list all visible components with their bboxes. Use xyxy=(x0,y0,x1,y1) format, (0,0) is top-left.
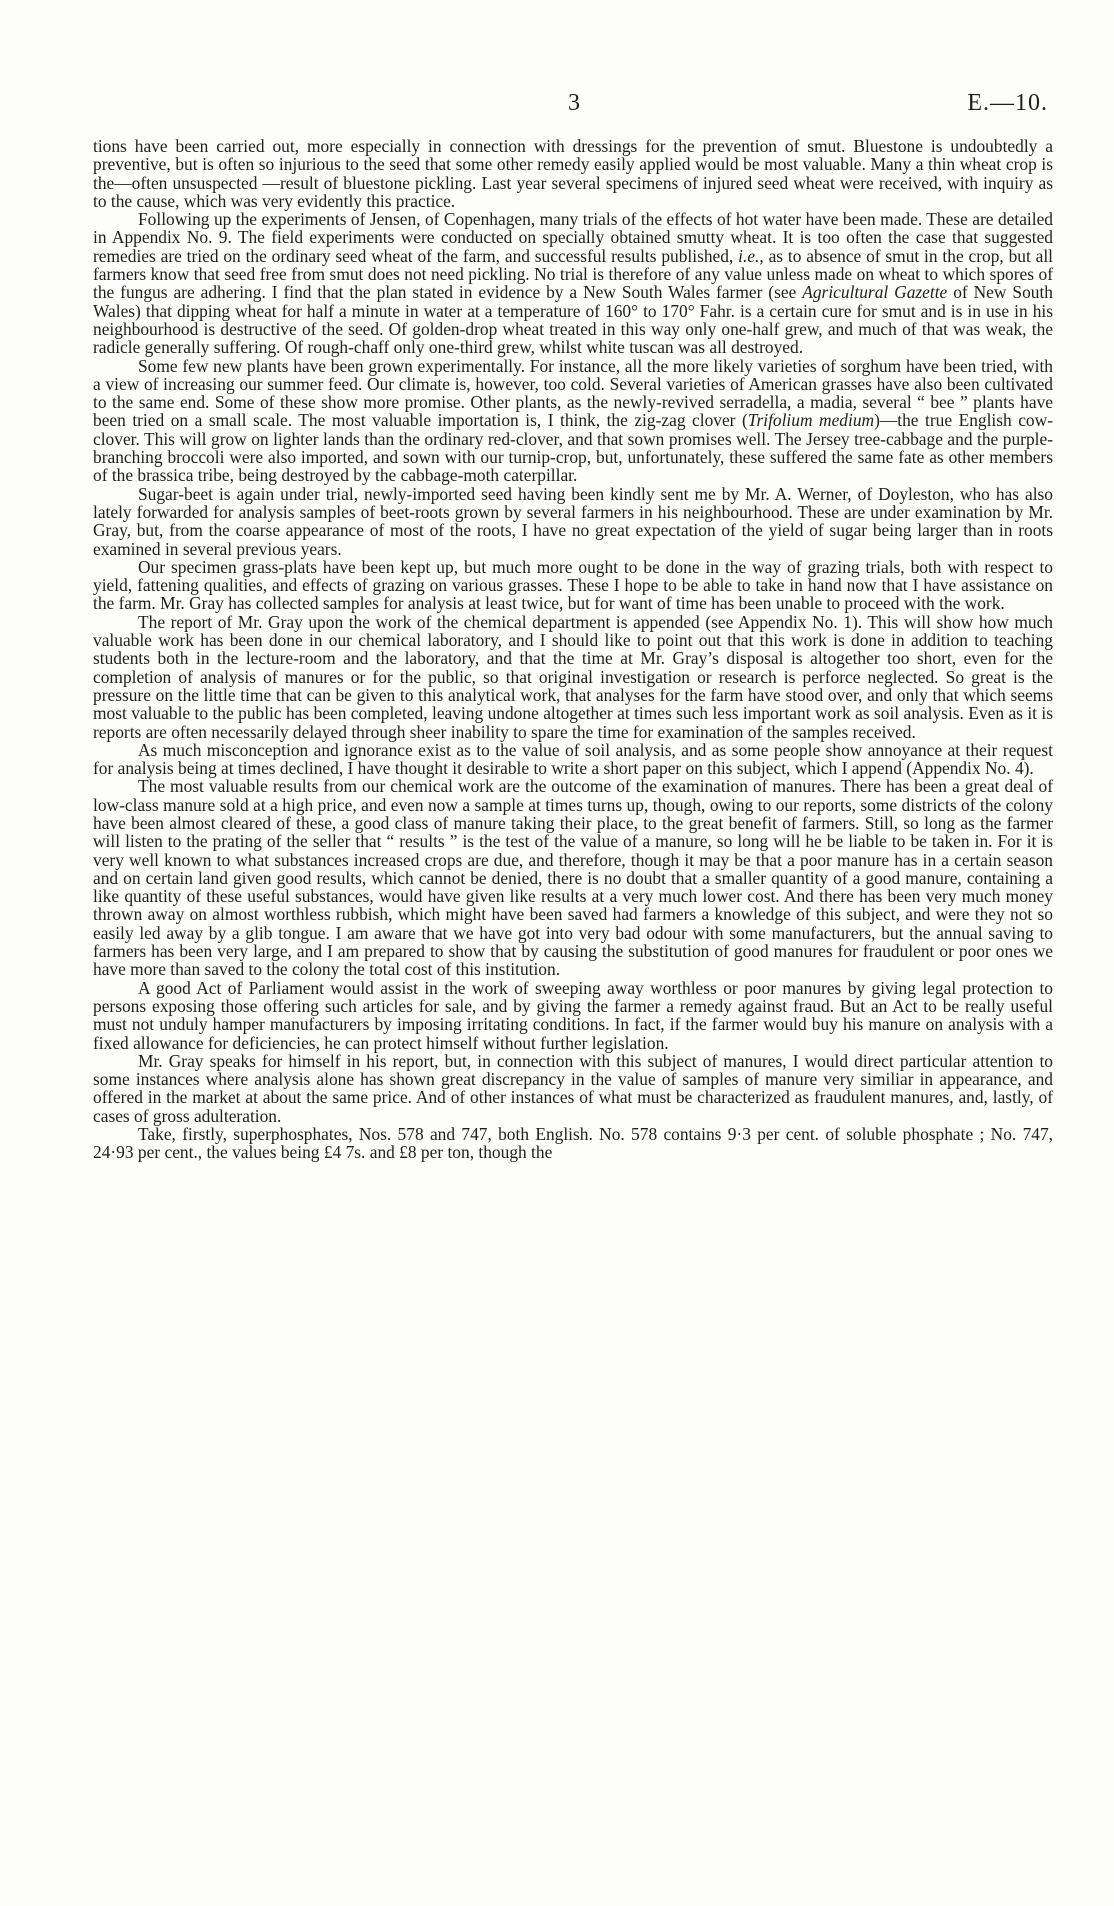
paragraph-sugar-beet: Sugar-beet is again under trial, newly-imported seed having been kindly sent me by Mr. A. Werner, of Doyleston, who has also lately forwarded for analysis samples of beet-roots grown by several farmers in his neighbourhood. These are under examination by Mr. Gray, but, from the coarse appearance of most of the roots, I have no great expectation of the yield of sugar being larger than in roots examined in several previous years. xyxy=(93,483,1053,559)
paragraph-act-of-parliament: A good Act of Parliament would assist in the work of sweeping away worthless or poor manures by giving legal protection to persons exposing those offering such articles for sale, and by giving the farmer a remedy against fraud. But an Act to be really useful must not unduly hamper manufacturers by imposing irritating conditions. In fact, if the farmer would buy his manure on analysis with a fixed allowance for deficiencies, he can protect himself without further legislation. xyxy=(93,977,1053,1053)
paragraph-superphosphates: Take, firstly, superphosphates, Nos. 578 and 747, both English. No. 578 contains 9·3 per cent. of soluble phosphate ; No. 747, 24·93 per cent., the values being £4 7s. and £8 per ton, though the xyxy=(93,1124,1053,1163)
paragraph-chemical-report: The report of Mr. Gray upon the work of the chemical department is appended (see Appendix No. 1). This will show how much valuable work has been done in our chemical laboratory, and I should like to point out that this work is done in addition to teaching students both in the lecture-room and the laboratory, and that the time at Mr. Gray’s disposal is altogether too short, even for the completion of analysis of manures or for the public, so that original investigation or research is perforce neglected. So great is the pressure on the little time that can be given to this analytical work, that analyses for the farm have stood over, and only that which seems most valuable to the public has been completed, leaving undone altogether at times such less important work as soil analysis. Even as it is reports are often necessarily delayed through sheer inability to spare the time for examination of the samples received. xyxy=(93,611,1053,742)
paragraph-soil-analysis: As much misconception and ignorance exist as to the value of soil analysis, and as some people show annoyance at their request for analysis being at times declined, I have thought it desirable to write a short paper on this subject, which I append (Appendix No. 4). xyxy=(93,739,1053,779)
paragraph-manure-results: The most valuable results from our chemical work are the outcome of the examination of manures. There has been a great deal of low-class manure sold at a high price, and even now a sample at times turns up, though, owing to our reports, some districts of the colony have been almost cleared of these, a good class of manure taking their place, to the great benefit of farmers. Still, so long as the farmer will listen to the prating of the seller that “ results ” is the test of the value of a manure, so long will he be liable to be taken in. For it is very well known to what substances increased crops are due, and therefore, though it may be that a poor manure has in a certain season and on certain land given good results, which cannot be denied, there is no doubt that a smaller quantity of a good manure, containing a like quantity of these useful substances, would have given like results at a very much lower cost. And there has been very much money thrown away on almost worthless rubbish, which might have been saved had farmers a knowledge of this subject, and were they not so easily led away by a glib tongue. I am aware that we have got into very bad odour with some manufacturers, but the annual saving to farmers has been very large, and I am prepared to show that by causing the substitution of good manures for fraudulent or poor ones we have more than saved to the colony the total cost of this institution. xyxy=(93,776,1053,980)
page-header xyxy=(0,88,1114,122)
paragraph-grass-plats: Our specimen grass-plats have been kept up, but much more ought to be done in the way of grazing trials, both with respect to yield, fattening qualities, and effects of grazing on various grasses. These I hope to be able to take in hand now that I have assistance on the farm. Mr. Gray has collected samples for analysis at least twice, but for want of time has been unable to proceed with the work. xyxy=(93,556,1053,614)
paragraph-smut-dressings: tions have been carried out, more especially in connection with dressings for the prevention of smut. Bluestone is undoubtedly a preventive, but is often so injurious to the seed that some other remedy easily applied would be most valuable. Many a thin wheat crop is the—often unsuspected —result of bluestone pickling. Last year several specimens of injured seed wheat were received, with inquiry as to the cause, which was very evidently this practice. xyxy=(93,136,1053,211)
paragraph-hot-water-trials: Following up the experiments of Jensen, of Copenhagen, many trials of the effects of hot water have been made. These are detailed in Appendix No. 9. The field experiments were conducted on specially obtained smutty wheat. It is too often the case that suggested remedies are tried on the ordinary seed wheat of the farm, and successful results published, i.e., as to absence of smut in the crop, but all farmers know that seed free from smut does not need pickling. No trial is therefore of any value unless made on wheat to which spores of the fungus are adhering. I find that the plan stated in evidence by a New South Wales farmer (see Agricultural Gazette of New South Wales) that dipping wheat for half a minute in water at a temperature of 160° to 170° Fahr. is a certain cure for smut and is in use in his neighbourhood is destructive of the seed. Of golden-drop wheat treated in this way only one-half grew, and much of that was weak, the radicle generally suffering. Of rough-chaff only one-third grew, whilst white tuscan was all destroyed. xyxy=(93,209,1053,358)
paragraph-new-plants: Some few new plants have been grown experimentally. For instance, all the more likely varieties of sorghum have been tried, with a view of increasing our summer feed. Our climate is, however, too cold. Several varieties of American grasses have also been cultivated to the same end. Some of these show more promise. Other plants, as the newly-revived serradella, a madia, several “ bee ” plants have been tried on a small scale. The most valuable importation is, I think, the zig-zag clover (Trifolium medium)—the true English cow-clover. This will grow on lighter lands than the ordinary red-clover, and that sown promises well. The Jersey tree-cabbage and the purple-branching broccoli were also imported, and sown with our turnip-crop, but, unfortunately, these suffered the same fate as other members of the brassica tribe, being destroyed by the cabbage-moth caterpillar. xyxy=(93,355,1053,486)
body-text xyxy=(93,137,1053,1162)
page-number: 3 xyxy=(568,90,580,116)
document-reference: E.—10. xyxy=(967,90,1048,116)
paragraph-manure-discrepancy: Mr. Gray speaks for himself in his report, but, in connection with this subject of manures, I would direct particular attention to some instances where analysis alone has shown great discrepancy in the value of samples of manure very similiar in appearance, and offered in the market at about the same price. And of other instances of what must be characterized as fraudulent manures, and, lastly, of cases of gross adulteration. xyxy=(93,1050,1053,1126)
